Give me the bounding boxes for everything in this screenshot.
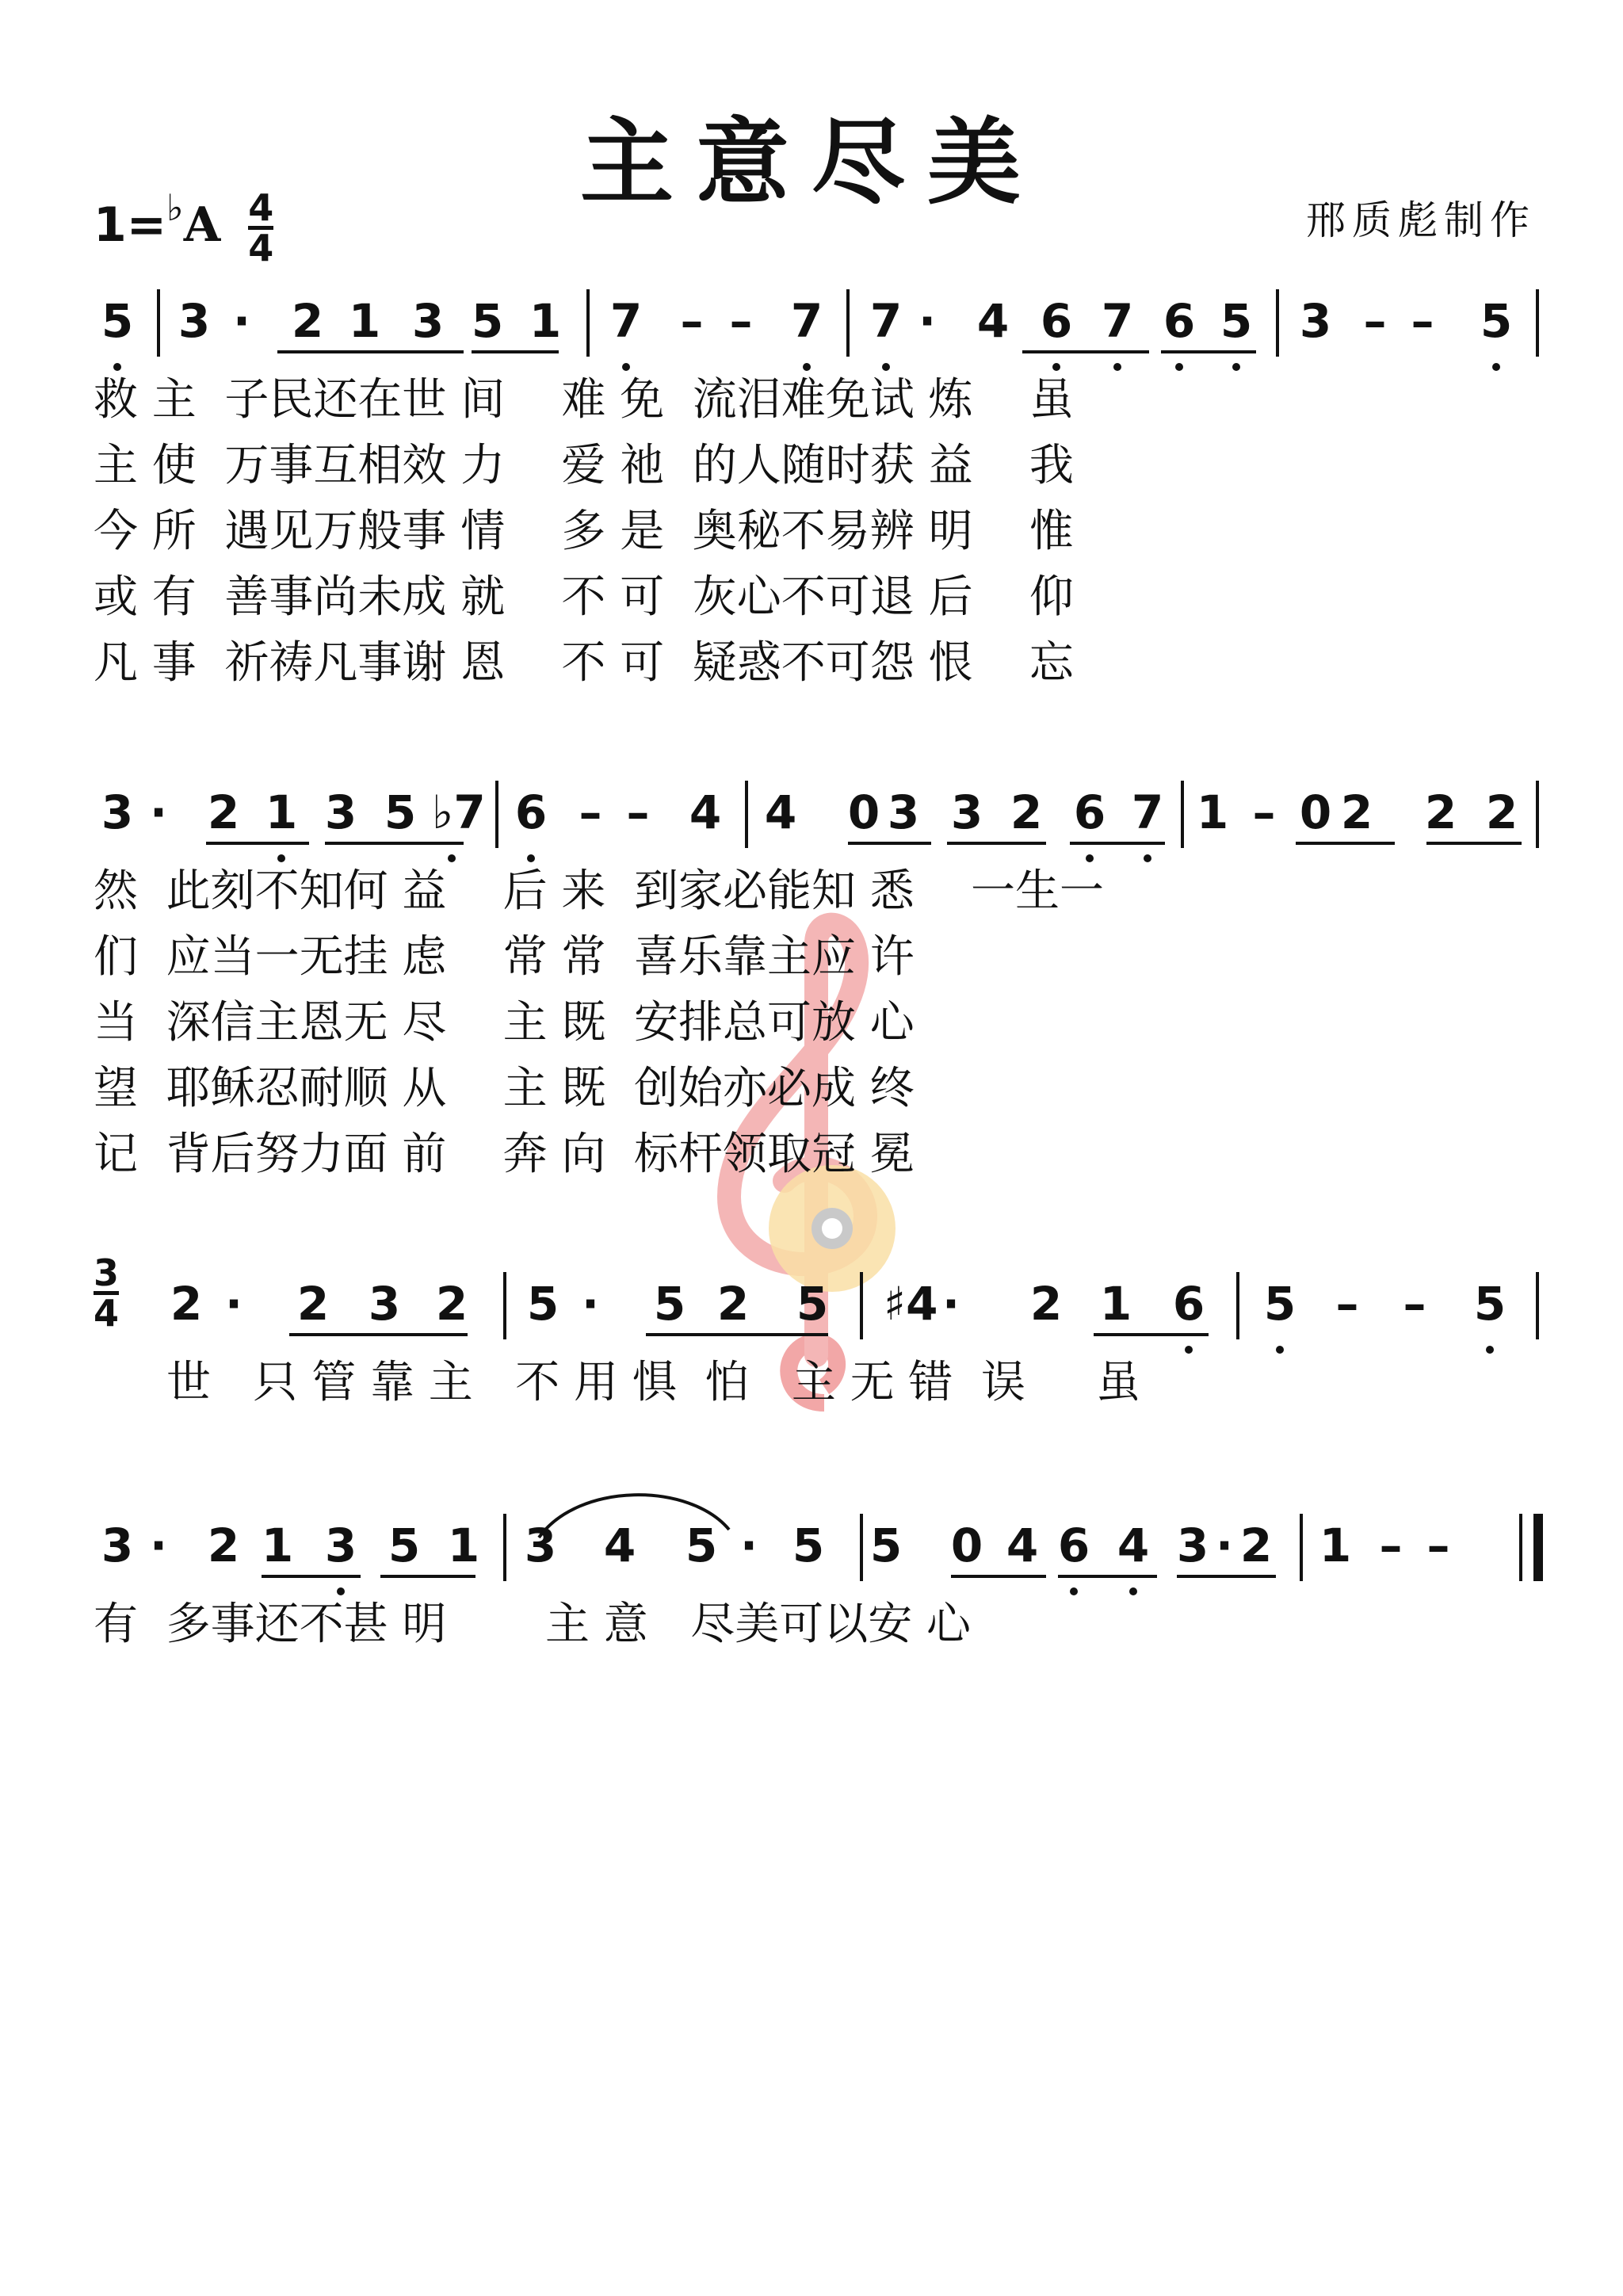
octave-dot-below (1185, 1346, 1193, 1354)
octave-dot-below (1129, 1587, 1137, 1595)
dot-augmentation: · (149, 785, 168, 839)
note: 6 (1163, 294, 1196, 348)
barline (1536, 289, 1539, 357)
note: 3 (411, 294, 445, 348)
composer-credit: 邢质彪制作 (1306, 197, 1536, 243)
beam-underline (289, 1333, 468, 1336)
barline (1300, 1514, 1303, 1581)
lyric-line: 世 只 管 靠 主 不 用 惧 怕 主 无 错 误 虽 (166, 1357, 1141, 1408)
note: 1 (348, 294, 381, 348)
barline (157, 289, 160, 357)
beam-underline (1058, 1575, 1157, 1578)
note: 6 (1040, 294, 1073, 348)
dot-augmentation: · (941, 1277, 960, 1331)
barline (503, 1514, 506, 1581)
time-signature (248, 185, 274, 269)
note: 6 (514, 785, 548, 839)
note: 7 (790, 294, 823, 348)
note: 1 (1319, 1519, 1352, 1572)
beam-underline (262, 1575, 361, 1578)
final-barline (1533, 1514, 1543, 1581)
note: 1 (1196, 785, 1229, 839)
note: 4 (764, 785, 797, 839)
time-change-top: 3 (94, 1251, 120, 1294)
octave-dot-below (1486, 1346, 1494, 1354)
barline (586, 289, 590, 357)
note: 3 (101, 785, 134, 839)
octave-dot-below (1276, 1346, 1284, 1354)
octave-dot-below (527, 854, 535, 862)
key-signature (94, 185, 274, 269)
time-signature-change (94, 1251, 120, 1335)
flat-sign: ♭ (166, 186, 184, 229)
octave-dot-below (803, 363, 811, 371)
note: 3 (324, 1519, 357, 1572)
note: 5 (526, 1277, 559, 1331)
note: 2 (291, 294, 324, 348)
barline (1236, 1272, 1239, 1339)
key-prefix: 1= (94, 197, 167, 253)
dash-extension: – (1335, 1277, 1359, 1331)
note: 6 (1172, 1277, 1205, 1331)
beam-underline (646, 1333, 828, 1336)
octave-dot-below (1492, 363, 1500, 371)
barline (745, 781, 748, 848)
note: 3 (101, 1519, 134, 1572)
dash-extension: – (1403, 1277, 1426, 1331)
barline (1276, 289, 1279, 357)
dot-augmentation: · (232, 294, 251, 348)
note: 5 (101, 294, 134, 348)
note: 5 (869, 1519, 903, 1572)
beam-underline (277, 350, 464, 353)
note: 7 (609, 294, 643, 348)
lyric-line: 然 此刻不知何 益 后 来 到家必能知 悉 一生一 (94, 865, 1105, 917)
note: 1 (1099, 1277, 1132, 1331)
lyric-line: 救 主 子民还在世 间 难 免 流泪难免试 炼 虽 (94, 374, 1074, 426)
note: ♭7 (432, 785, 486, 839)
note: 4 (689, 785, 722, 839)
note: 1 (447, 1519, 480, 1572)
beam-underline (1177, 1575, 1276, 1578)
note: ♯4 (884, 1277, 938, 1331)
note: 2 (207, 1519, 240, 1572)
dot-augmentation: · (1215, 1519, 1234, 1572)
note: 5 (1480, 294, 1513, 348)
note: 2 (1340, 785, 1373, 839)
barline (503, 1272, 506, 1339)
dash-extension: – (680, 294, 704, 348)
barline (1181, 781, 1184, 848)
octave-dot-below (1086, 854, 1094, 862)
note: 2 (207, 785, 240, 839)
barline (1536, 1272, 1539, 1339)
lyric-line: 有 多事还不甚 明 主 意 尽美可以安 心 (94, 1599, 972, 1650)
lyric-line: 当 深信主恩无 尽 主 既 安排总可放 心 (94, 997, 915, 1049)
note: 6 (1057, 1519, 1090, 1572)
octave-dot-below (277, 854, 285, 862)
lyric-line: 凡 事 祈祷凡事谢 恩 不 可 疑惑不可怨 恨 忘 (94, 637, 1074, 689)
note: 2 (1029, 1277, 1063, 1331)
note: 0 (950, 1519, 983, 1572)
note: 4 (1117, 1519, 1150, 1572)
dash-extension: – (729, 294, 753, 348)
octave-dot-below (1070, 1587, 1078, 1595)
note: 0 (1299, 785, 1332, 839)
note: 5 (653, 1277, 686, 1331)
dash-extension: – (1426, 1519, 1450, 1572)
barline (846, 289, 850, 357)
dash-extension: – (1252, 785, 1276, 839)
beam-underline (1161, 350, 1256, 353)
note: 4 (1006, 1519, 1039, 1572)
time-bottom: 4 (248, 226, 274, 269)
note: 5 (1220, 294, 1253, 348)
dash-extension: – (1363, 294, 1387, 348)
octave-dot-below (882, 363, 890, 371)
barline (495, 781, 498, 848)
dash-extension: – (1411, 294, 1434, 348)
note: 6 (1073, 785, 1106, 839)
beam-underline (951, 1575, 1046, 1578)
lyric-line: 记 背后努力面 前 奔 向 标杆领取冠 冕 (94, 1129, 915, 1180)
note: 3 (368, 1277, 401, 1331)
note: 5 (792, 1519, 825, 1572)
note: 1 (529, 294, 562, 348)
note: 2 (1010, 785, 1043, 839)
song-title: 主意尽美 (579, 107, 1043, 217)
octave-dot-below (113, 363, 121, 371)
octave-dot-below (448, 854, 456, 862)
beam-underline (380, 1575, 475, 1578)
note: 3 (1176, 1519, 1209, 1572)
beam-underline (472, 350, 559, 353)
note: 4 (603, 1519, 636, 1572)
dash-extension: – (1379, 1519, 1403, 1572)
note: 2 (1424, 785, 1457, 839)
beam-underline (1296, 842, 1395, 845)
beam-underline (1070, 842, 1165, 845)
octave-dot-below (1113, 363, 1121, 371)
barline (1519, 1514, 1522, 1581)
beam-underline (206, 842, 309, 845)
dot-augmentation: · (224, 1277, 243, 1331)
lyric-line: 望 耶稣忍耐顺 从 主 既 创始亦必成 终 (94, 1063, 915, 1114)
note: 5 (1263, 1277, 1296, 1331)
time-change-bottom: 4 (94, 1292, 120, 1335)
octave-dot-below (1144, 854, 1151, 862)
barline (860, 1514, 863, 1581)
octave-dot-below (1175, 363, 1183, 371)
dot-augmentation: · (581, 1277, 600, 1331)
octave-dot-below (337, 1587, 345, 1595)
note: 3 (950, 785, 983, 839)
note: 1 (265, 785, 298, 839)
beam-underline (1022, 350, 1149, 353)
lyric-line: 们 应当一无挂 虑 常 常 喜乐靠主应 许 (94, 931, 915, 983)
note: 2 (716, 1277, 750, 1331)
note: 4 (976, 294, 1010, 348)
beam-underline (325, 842, 464, 845)
octave-dot-below (1052, 363, 1060, 371)
dot-augmentation: · (149, 1519, 168, 1572)
note: 0 (847, 785, 880, 839)
note: 2 (1239, 1519, 1273, 1572)
note: 3 (524, 1519, 557, 1572)
note: 5 (388, 1519, 421, 1572)
note: 5 (1473, 1277, 1507, 1331)
key-note: A (183, 197, 221, 253)
note: 2 (170, 1277, 203, 1331)
note: 1 (261, 1519, 294, 1572)
beam-underline (1426, 842, 1522, 845)
dot-augmentation: · (739, 1519, 758, 1572)
octave-dot-below (1232, 363, 1240, 371)
lyric-line: 或 有 善事尚未成 就 不 可 灰心不可退 后 仰 (94, 571, 1074, 623)
note: 3 (1299, 294, 1332, 348)
beam-underline (1094, 1333, 1209, 1336)
note: 2 (1485, 785, 1518, 839)
note: 3 (887, 785, 920, 839)
note: 7 (1101, 294, 1134, 348)
barline (860, 1272, 863, 1339)
note: 7 (1131, 785, 1164, 839)
note: 7 (869, 294, 903, 348)
lyric-line: 主 使 万事互相效 力 爱 祂 的人随时获 益 我 (94, 440, 1074, 491)
beam-underline (848, 842, 931, 845)
beam-underline (947, 842, 1046, 845)
note: 3 (324, 785, 357, 839)
note: 5 (471, 294, 504, 348)
note: 5 (685, 1519, 718, 1572)
time-top: 4 (248, 185, 274, 229)
note: 2 (296, 1277, 330, 1331)
note: 5 (384, 785, 417, 839)
dash-extension: – (579, 785, 602, 839)
note: 2 (435, 1277, 468, 1331)
dash-extension: – (626, 785, 650, 839)
lyric-line: 今 所 遇见万般事 情 多 是 奥秘不易辨 明 惟 (94, 506, 1074, 557)
barline (1536, 781, 1539, 848)
note: 5 (796, 1277, 829, 1331)
slur-arc (531, 1482, 737, 1545)
note: 3 (178, 294, 211, 348)
dot-augmentation: · (918, 294, 937, 348)
octave-dot-below (622, 363, 630, 371)
